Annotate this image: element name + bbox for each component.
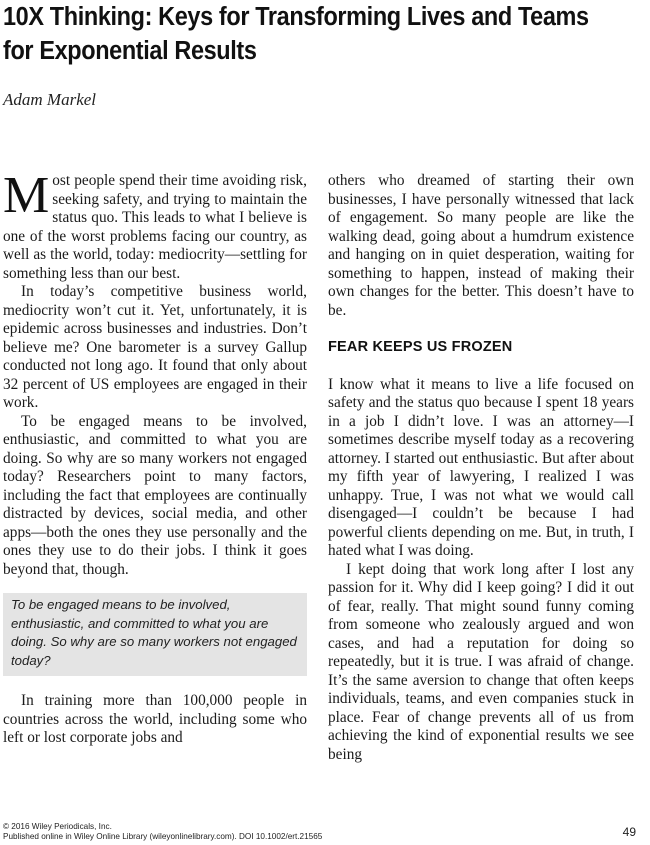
pull-quote: To be engaged means to be involved, enthusiastic, and committed to what you are doing. So why are so many workers not engaged today?	[3, 593, 307, 676]
right-paragraph-2: I know what it means to live a life focused on safety and the status quo because I spent 18 years in a job I didn’t love. I was an attorney—I sometimes describe myself today as a recovering attorney. I started out enthusiastic. But after about my fifth year of lawyering, I realized I was unhappy. True, I was not what we would call disengaged—I couldn’t be because I had powerful clients depending on me. But, in truth, I hated what I was doing.	[328, 375, 634, 559]
author-name: Adam Markel	[3, 90, 97, 109]
footer-publication: Published online in Wiley Online Library (wileyonlinelibrary.com). DOI 10.1002/ert.21565	[3, 832, 323, 841]
drop-cap: M	[3, 167, 50, 224]
left-paragraph-1	[3, 167, 307, 283]
left-column	[3, 167, 307, 748]
page-number: 49	[622, 825, 636, 839]
footer-copyright: © 2016 Wiley Periodicals, Inc.	[3, 822, 112, 831]
right-paragraph-1: others who dreamed of starting their own businesses, I have personally witnessed that lack of engagement. So many people are like the walking dead, going about a humdrum existence and hanging on in quiet desperation, waiting for something to happen, instead of making their own changes for the better. This doesn’t have to be.	[328, 172, 634, 319]
section-heading: FEAR KEEPS US FROZEN	[328, 339, 513, 355]
left-paragraph-4: In training more than 100,000 people in countries across the world, including some who left or lost corporate jobs and	[3, 692, 307, 746]
left-paragraph-2: In today’s competitive business world, mediocrity won’t cut it. Yet, unfortunately, it is epidemic across businesses and industries. Don’t believe me? One barometer is a survey Gallup conducted not long ago. It found that only about 32 percent of US employees are engaged in their work.	[3, 283, 307, 411]
title-line-2: for Exponential Results	[3, 37, 257, 65]
title-line-1: 10X Thinking: Keys for Transforming Lives and Teams	[3, 3, 589, 31]
left-paragraph-1-text: ost people spend their time avoiding risk, seeking safety, and trying to maintain the status quo. This leads to what I believe is one of the worst problems facing our country, as well as the world, today: mediocrity—settling for something less than our best.	[3, 172, 307, 282]
right-paragraph-3: I kept doing that work long after I lost any passion for it. Why did I keep going? I did it out of fear, really. That might sound funny coming from someone who zealously argued and won cases, and had a reputation for doing so repeatedly, but it is true. I was afraid of change. It’s the same aversion to change that often keeps individuals, teams, and even companies stuck in place. Fear of change prevents all of us from achieving the kind of exponential results we see being	[328, 560, 634, 763]
left-paragraph-3: To be engaged means to be involved, enthusiastic, and committed to what you are doing. So why are so many workers not engaged today? Researchers point to many factors, including the fact that employees are continually distracted by devices, social media, and other apps—both the ones they use personally and the ones they use to do their jobs. I think it goes beyond that, though.	[3, 412, 307, 578]
article-title	[3, 0, 592, 68]
footer	[3, 822, 322, 842]
right-column	[328, 172, 634, 764]
